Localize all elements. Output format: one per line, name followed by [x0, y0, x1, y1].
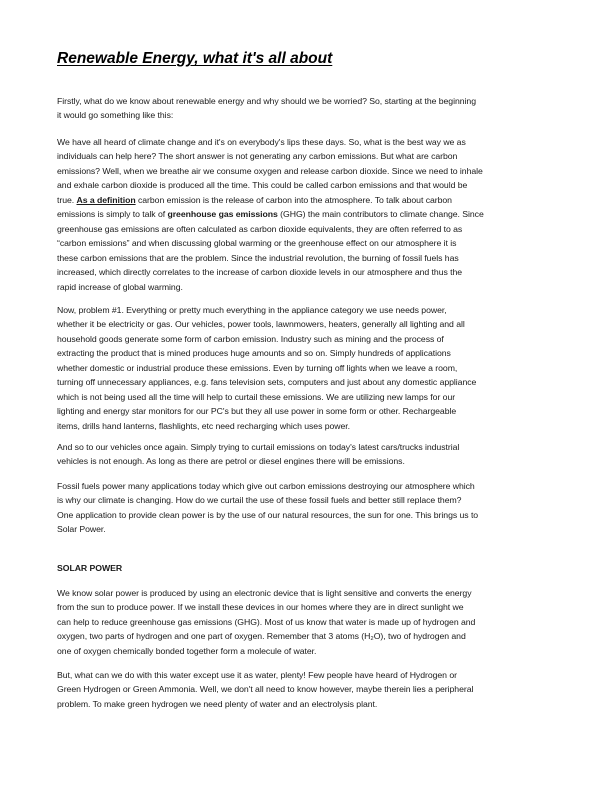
paragraph-line: whether domestic or industrial produce these emissions. Even by turning off lights when we leave a room,	[57, 362, 458, 373]
paragraph-line: from the sun to produce power. If we install these devices in our homes where they are in direct sunlight we	[57, 602, 464, 613]
paragraph-line: One application to provide clean power is by the use of our natural resources, the sun for one. This brings us to	[57, 509, 479, 520]
paragraph-line: lighting and energy star monitors for our PC's but they all use power in some form or other. Rechargeable	[57, 406, 457, 417]
text-segment: true.	[57, 194, 77, 205]
emphasized-term: greenhouse gas emissions	[167, 209, 278, 220]
paragraph-line	[57, 195, 452, 206]
text-segment: emissions is simply to talk of	[57, 209, 168, 220]
emphasized-term: As a definition	[76, 194, 136, 205]
paragraph-line: these carbon emissions that are the problem. Since the industrial revolution, the burning of fossil fuels has	[57, 252, 459, 263]
text-segment: (GHG) the main contributors to climate change. Since	[277, 209, 484, 220]
paragraph-line: emissions? Well, when we breathe air we consume oxygen and release carbon dioxide. Since we need to inhale	[57, 165, 483, 176]
paragraph-line: it would go something like this:	[57, 110, 174, 121]
paragraph-line: We have all heard of climate change and it's on everybody's lips these days. So, what is the best way we as	[57, 137, 466, 147]
paragraph-line: and exhale carbon dioxide is produced all the time. This could be called carbon emissions and that would be	[57, 180, 468, 191]
paragraph-line: Solar Power.	[57, 524, 106, 535]
paragraph-line: which is not being used all the time will help to curtail these emissions. We are utilizing new lamps for our	[57, 391, 456, 402]
paragraph-line: problem. To make green hydrogen we need plenty of water and an electrolysis plant.	[57, 698, 378, 709]
paragraph-line	[57, 209, 484, 220]
paragraph-line: can help to reduce greenhouse gas emissions (GHG). Most of us know that water is made up of hydrogen and	[57, 616, 476, 627]
paragraph-line: individuals can help here? The short answer is not generating any carbon emissions. But what are carbon	[57, 151, 458, 162]
paragraph-line: “carbon emissions” and when discussing global warming or the greenhouse effect on our atmosphere it is	[57, 238, 457, 249]
paragraph-line: one of oxygen chemically bonded together form a molecule of water.	[57, 645, 317, 656]
paragraph-line: items, drills hand lanterns, flashlights, etc need recharging which uses power.	[57, 420, 351, 431]
paragraph-line: Fossil fuels power many applications today which give out carbon emissions destroying our atmosphere which	[57, 481, 475, 491]
section-heading: SOLAR POWER	[57, 563, 123, 573]
paragraph-line: is why our climate is changing. How do we curtail the use of these fossil fuels and better still replace them?	[57, 495, 462, 506]
paragraph-line: And so to our vehicles once again. Simply trying to curtail emissions on today's latest cars/trucks industrial	[57, 442, 460, 452]
paragraph-line: vehicles is not enough. As long as there are petrol or diesel engines there will be emissions.	[57, 456, 405, 467]
paragraph-line: rapid increase of global warming.	[57, 281, 183, 292]
document-title: Renewable Energy, what it's all about	[57, 50, 333, 67]
paragraph-line: whether it be electricity or gas. Our vehicles, power tools, lawnmowers, heaters, generally all lighting and all	[57, 319, 465, 330]
paragraph-line: Firstly, what do we know about renewable energy and why should we be worried? So, starting at the beginning	[57, 96, 476, 106]
paragraph-line: extracting the product that is mined produces huge amounts and so on. Simply hundreds of applications	[57, 348, 451, 359]
paragraph-line: household goods generate some form of carbon emission. Industry such as mining and the process of	[57, 333, 444, 344]
paragraph-line: greenhouse gas emissions are often calculated as carbon dioxide equivalents, they are often referred to as	[57, 223, 463, 234]
paragraph-line: increased, which directly correlates to the increase of carbon dioxide levels in our atmosphere and thus the	[57, 267, 463, 278]
text-segment: carbon emission is the release of carbon into the atmosphere. To talk about carbon	[135, 194, 452, 205]
paragraph-line: But, what can we do with this water except use it as water, plenty! Few people have heard of Hydrogen or	[57, 670, 457, 680]
paragraph-line: Green Hydrogen or Green Ammonia. Well, we don't all need to know however, maybe therein lies a peripheral	[57, 684, 474, 695]
paragraph-line: oxygen, two parts of hydrogen and one part of oxygen. Remember that 3 atoms (H₂O), two of hydrogen and	[57, 631, 466, 642]
paragraph-line: Now, problem #1. Everything or pretty much everything in the appliance category we use needs power,	[57, 305, 447, 315]
paragraph-line: turning off unnecessary appliances, e.g. fans television sets, computers and just about any domestic appliance	[57, 377, 477, 388]
paragraph-line: We know solar power is produced by using an electronic device that is light sensitive and converts the energy	[57, 588, 472, 598]
